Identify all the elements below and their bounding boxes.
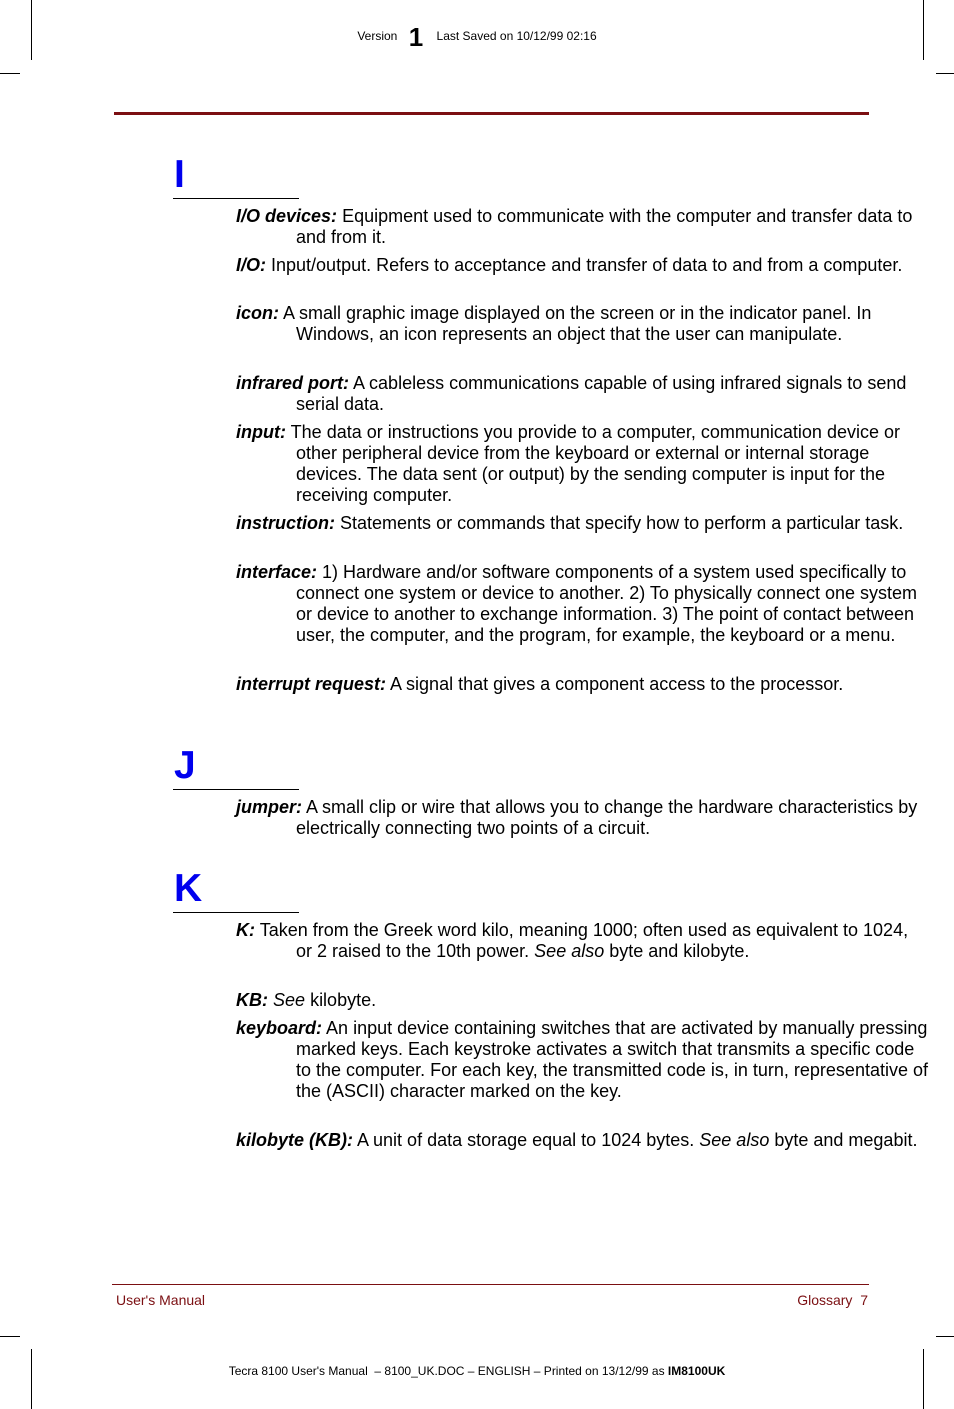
glossary-entry	[236, 1018, 928, 1102]
entry-term: input:	[236, 422, 286, 442]
entry-term: I/O devices:	[236, 206, 338, 226]
see-also-label: See also	[534, 941, 605, 961]
version-label: Version	[357, 29, 398, 43]
see-also-label: See also	[699, 1130, 770, 1150]
entry-definition: Statements or commands that specify how to perform a particular task.	[340, 513, 904, 533]
crop-mark	[0, 1336, 20, 1337]
crop-mark	[936, 1336, 954, 1337]
entry-definition: A signal that gives a component access to the processor.	[390, 674, 844, 694]
print-info-text: Tecra 8100 User's Manual – 8100_UK.DOC – ENGLISH – Printed on 13/12/99 as	[228, 1364, 665, 1378]
section-letter-i: I	[174, 153, 185, 196]
print-doc-id: IM8100UK	[667, 1364, 726, 1378]
entry-definition: A small graphic image displayed on the screen or in the indicator panel. In Windows, an icon represents an object that the user can manipulate.	[283, 303, 872, 344]
entry-term: K:	[236, 920, 255, 940]
entry-term: interrupt request:	[236, 674, 387, 694]
section-underline	[173, 912, 299, 913]
crop-mark	[936, 73, 954, 74]
version-header	[0, 22, 954, 53]
footer-manual-title: User's Manual	[116, 1292, 206, 1308]
glossary-entry	[236, 255, 928, 276]
entry-definition: An input device containing switches that are activated by manually pressing marked keys. Each keystroke activates a switch that transmits a specific code to the computer. For each key, the transmitted code is, in turn, representative of the (ASCII) character marked on the key.	[296, 1018, 928, 1101]
entry-definition: A small clip or wire that allows you to change the hardware characteristics by electrically connecting two points of a circuit.	[296, 797, 918, 838]
bottom-rule	[112, 1284, 869, 1285]
entry-definition: A unit of data storage equal to 1024 bytes.	[357, 1130, 695, 1150]
crop-mark	[923, 1349, 924, 1409]
entry-definition: Equipment used to communicate with the computer and transfer data to and from it.	[296, 206, 913, 247]
last-saved: Last Saved on 10/12/99 02:16	[436, 29, 597, 43]
glossary-entry	[236, 674, 928, 695]
entry-term: infrared port:	[236, 373, 350, 393]
glossary-entry	[236, 797, 928, 839]
entry-term: interface:	[236, 562, 318, 582]
version-number: 1	[408, 22, 424, 52]
entry-term: keyboard:	[236, 1018, 323, 1038]
glossary-entry	[236, 920, 928, 962]
section-letter-j: J	[174, 744, 196, 787]
glossary-entry	[236, 513, 928, 534]
glossary-entry	[236, 206, 928, 248]
top-rule	[114, 112, 869, 115]
entry-term: instruction:	[236, 513, 335, 533]
entry-definition: 1) Hardware and/or software components of a system used specifically to connect one system or device to another. 2) To physically connect one system or device to another to exchange information. 3) The point of contact between user, the computer, and the program, for example, the keyboard or a menu.	[296, 562, 917, 645]
crop-mark	[31, 1349, 32, 1409]
footer-page-label: Glossary 7	[797, 1292, 868, 1308]
crop-mark	[0, 73, 20, 74]
see-also-text: byte and kilobyte.	[609, 941, 750, 961]
entry-definition: Taken from the Greek word kilo, meaning 1000; often used as equivalent to 1024, or 2 raised to the 10th power.	[259, 920, 909, 961]
glossary-entry	[236, 422, 928, 506]
glossary-entry	[236, 373, 928, 415]
entry-definition: A cableless communications capable of using infrared signals to send serial data.	[296, 373, 907, 414]
entry-term: I/O:	[236, 255, 266, 275]
see-label: See	[273, 990, 306, 1010]
glossary-entry	[236, 562, 928, 646]
glossary-entry	[236, 990, 928, 1011]
entry-term: kilobyte (KB):	[236, 1130, 353, 1150]
entry-term: icon:	[236, 303, 279, 323]
entry-term: jumper:	[236, 797, 303, 817]
section-letter-k: K	[174, 867, 203, 910]
glossary-entry	[236, 303, 928, 345]
entry-definition: Input/output. Refers to acceptance and transfer of data to and from a computer.	[271, 255, 903, 275]
print-info	[0, 1364, 954, 1378]
section-underline	[173, 789, 299, 790]
see-text: kilobyte.	[310, 990, 377, 1010]
section-underline	[173, 198, 299, 199]
entry-term: KB:	[236, 990, 268, 1010]
glossary-entry	[236, 1130, 928, 1151]
see-also-text: byte and megabit.	[774, 1130, 918, 1150]
entry-definition: The data or instructions you provide to a computer, communication device or other peripheral device from the keyboard or external or internal storage devices. The data sent (or output) by the sending computer is input for the receiving computer.	[290, 422, 900, 505]
